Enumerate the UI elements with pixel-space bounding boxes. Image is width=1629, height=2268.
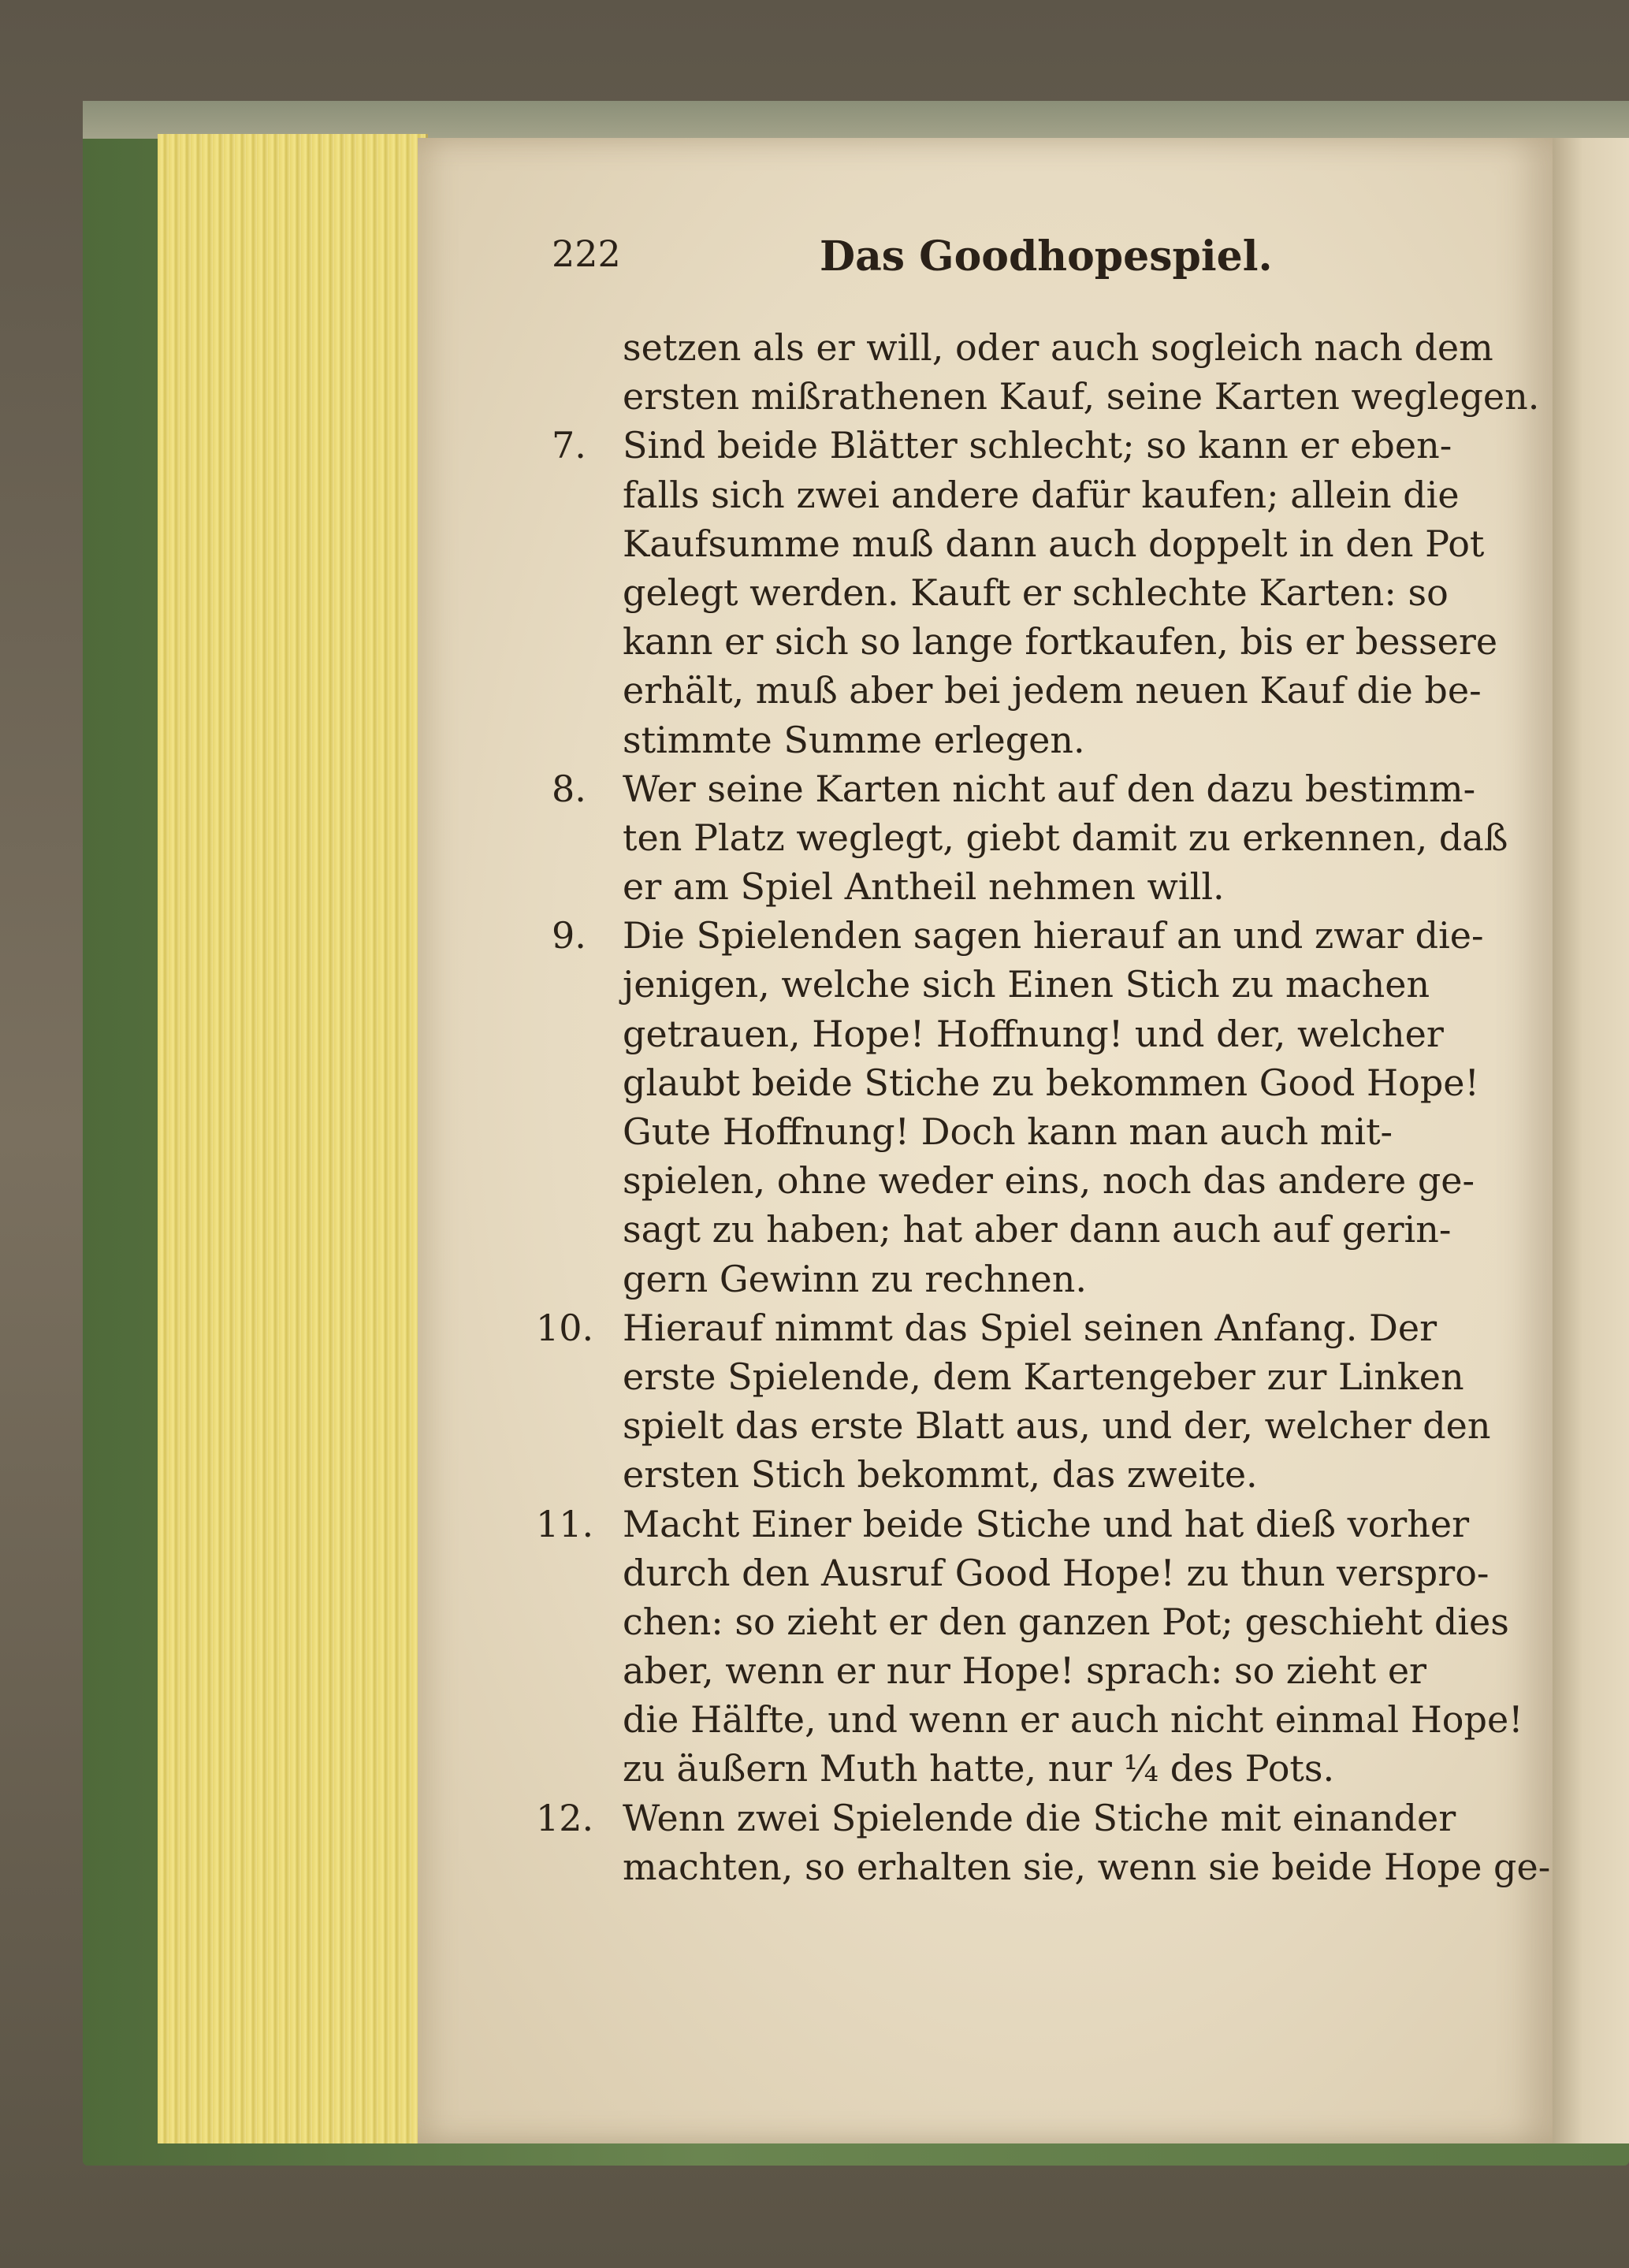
item-number: 7.	[552, 424, 586, 467]
text-line	[536, 1500, 1474, 1549]
line-text: Macht Einer beide Stiche und hat dieß vorher	[623, 1502, 1470, 1545]
text-line	[552, 421, 1474, 470]
text-line	[552, 1744, 1474, 1793]
line-text: Kaufsumme muß dann auch doppelt in den Pot	[623, 522, 1485, 565]
text-line	[552, 1646, 1474, 1695]
facing-page-edge	[1553, 138, 1629, 2143]
page-number: 222	[552, 232, 621, 275]
page-edges	[158, 134, 428, 2143]
line-text: Wenn zwei Spielende die Stiche mit einander	[623, 1796, 1456, 1839]
line-text: getrauen, Hope! Hoffnung! und der, welcher	[623, 1012, 1444, 1055]
line-text: zu äußern Muth hatte, nur ¼ des Pots.	[623, 1747, 1335, 1790]
text-line	[552, 764, 1474, 813]
text-line	[552, 862, 1474, 911]
item-number: 11.	[536, 1502, 594, 1545]
line-text: chen: so zieht er den ganzen Pot; geschieht dies	[623, 1600, 1509, 1643]
text-line	[536, 1794, 1474, 1842]
text-line	[552, 617, 1498, 666]
text-line	[552, 1401, 1491, 1450]
text-line	[552, 1107, 1474, 1156]
line-text: Sind beide Blätter schlecht; so kann er eben-	[623, 424, 1452, 467]
text-line	[552, 960, 1474, 1009]
line-text: Wer seine Karten nicht auf den dazu bestimm-	[623, 767, 1476, 810]
text-line	[536, 1303, 1474, 1352]
item-number: 9.	[552, 914, 586, 957]
line-text: falls sich zwei andere dafür kaufen; allein die	[623, 473, 1460, 516]
text-line	[552, 1255, 1474, 1303]
line-text: spielen, ohne weder eins, noch das andere ge-	[623, 1159, 1475, 1203]
page-title: Das Goodhopespiel.	[820, 232, 1273, 281]
text-line	[552, 1352, 1474, 1401]
line-text: erste Spielende, dem Kartengeber zur Linken	[623, 1355, 1464, 1398]
text-line	[552, 1058, 1479, 1107]
text-line	[552, 813, 1508, 862]
book-cover-top-edge	[83, 101, 1629, 139]
text-line	[552, 1450, 1474, 1499]
line-text: glaubt beide Stiche zu bekommen Good Hope!	[623, 1061, 1479, 1104]
line-text: sagt zu haben; hat aber dann auch auf gerin-	[623, 1208, 1452, 1251]
line-text: durch den Ausruf Good Hope! zu thun verspro-	[623, 1551, 1490, 1594]
line-text: ersten mißrathenen Kauf, seine Karten weglegen.	[623, 375, 1540, 418]
line-text: die Hälfte, und wenn er auch nicht einmal Hope!	[623, 1698, 1523, 1742]
running-head	[552, 232, 1497, 288]
line-text: gelegt werden. Kauft er schlechte Karten: so	[623, 571, 1449, 614]
line-text: Hierauf nimmt das Spiel seinen Anfang. Der	[623, 1306, 1437, 1349]
line-text: stimmte Summe erlegen.	[623, 718, 1085, 761]
text-line	[552, 1156, 1474, 1205]
text-line	[552, 568, 1474, 617]
text-line	[552, 911, 1484, 960]
line-text: ersten Stich bekommt, das zweite.	[623, 1453, 1258, 1497]
text-line	[552, 666, 1482, 715]
line-text: aber, wenn er nur Hope! sprach: so zieht er	[623, 1649, 1427, 1693]
text-line	[552, 323, 1493, 372]
text-line	[552, 1009, 1474, 1058]
line-text: er am Spiel Antheil nehmen will.	[623, 865, 1225, 909]
text-line	[552, 470, 1474, 519]
item-number: 10.	[536, 1306, 594, 1349]
text-line	[552, 1695, 1523, 1744]
text-line	[552, 519, 1485, 568]
body-text	[536, 323, 1551, 1891]
text-line	[552, 1549, 1490, 1597]
line-text: spielt das erste Blatt aus, und der, welcher den	[623, 1404, 1491, 1448]
line-text: machten, so erhalten sie, wenn sie beide Hope ge-	[623, 1845, 1551, 1888]
text-line	[552, 372, 1540, 421]
line-text: jenigen, welche sich Einen Stich zu machen	[623, 963, 1430, 1006]
text-line	[552, 1842, 1551, 1891]
line-text: ten Platz weglegt, giebt damit zu erkennen, daß	[623, 816, 1508, 859]
line-text: gern Gewinn zu rechnen.	[623, 1257, 1088, 1300]
line-text: setzen als er will, oder auch sogleich nach dem	[623, 326, 1493, 369]
line-text: erhält, muß aber bei jedem neuen Kauf die be-	[623, 669, 1482, 712]
text-line	[552, 1205, 1474, 1254]
line-text: Die Spielenden sagen hierauf an und zwar die-	[623, 914, 1484, 957]
line-text: Gute Hoffnung! Doch kann man auch mit-	[623, 1110, 1393, 1153]
item-number: 8.	[552, 767, 586, 810]
line-text: kann er sich so lange fortkaufen, bis er bessere	[623, 620, 1498, 664]
item-number: 12.	[536, 1796, 594, 1839]
text-line	[552, 716, 1474, 764]
text-line	[552, 1597, 1509, 1646]
